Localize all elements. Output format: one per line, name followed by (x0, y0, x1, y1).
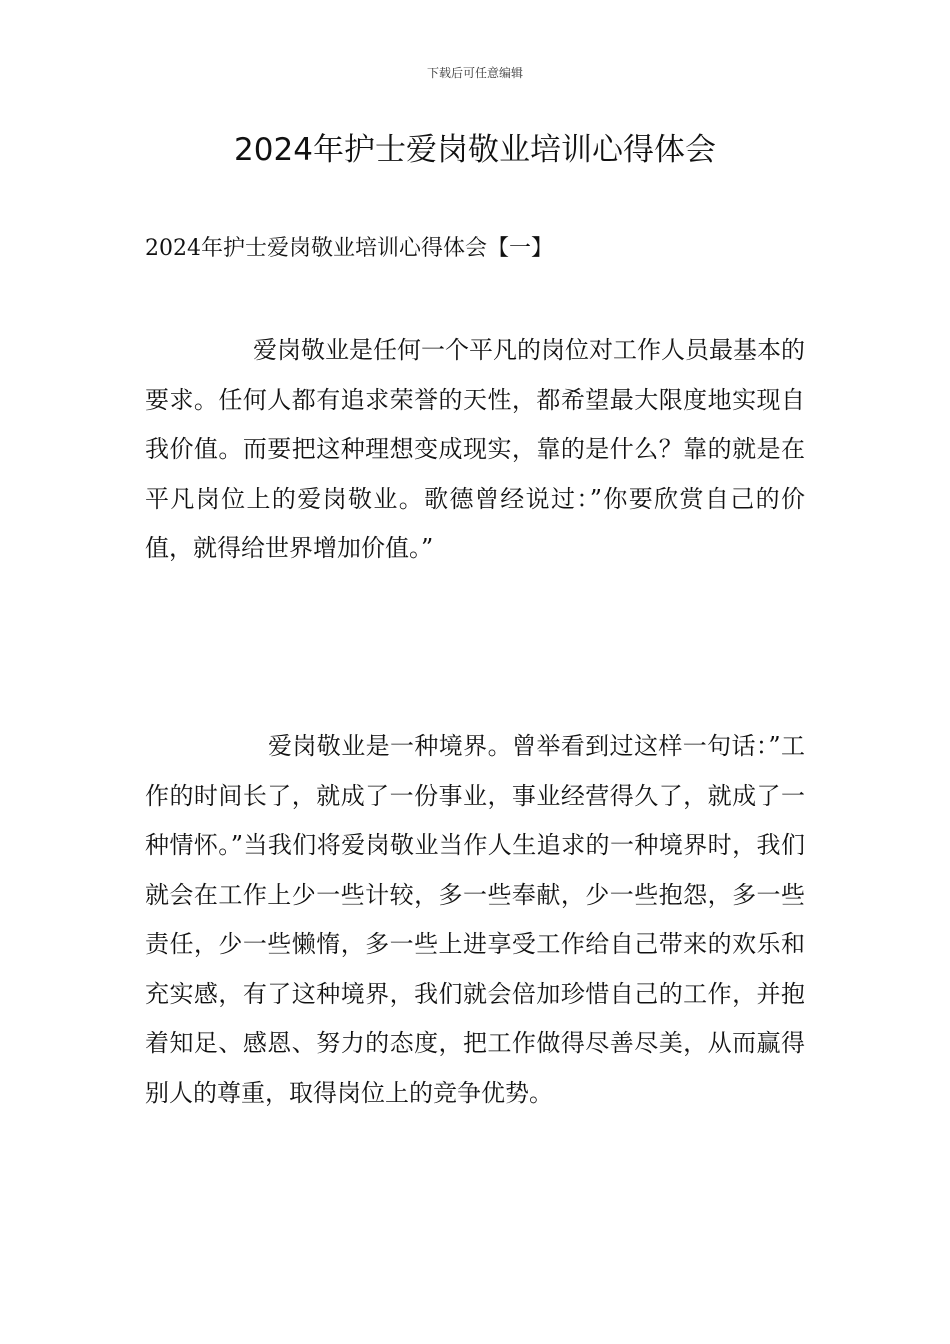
body-paragraph-1: 爱岗敬业是任何一个平凡的岗位对工作人员最基本的要求。任何人都有追求荣誉的天性，都希望最大限度地实现自我价值。而要把这种理想变成现实，靠的是什么？靠的就是在平凡岗位上的爱岗敬业。歌德曾经说过：”你要欣赏自己的价值，就得给世界增加价值。” (145, 336, 805, 562)
body-paragraph-2: 爱岗敬业是一种境界。曾举看到过这样一句话：”工作的时间长了，就成了一份事业，事业经营得久了，就成了一种情怀。”当我们将爱岗敬业当作人生追求的一种境界时，我们就会在工作上少一些计较，多一些奉献，少一些抱怨，多一些责任，少一些懒惰，多一些上进享受工作给自己带来的欢乐和充实感，有了这种境界，我们就会倍加珍惜自己的工作，并抱着知足、感恩、努力的态度，把工作做得尽善尽美，从而赢得别人的尊重，取得岗位上的竞争优势。 (145, 732, 805, 1107)
section-heading: 2024年护士爱岗敬业培训心得体会【一】 (145, 236, 553, 261)
document-title: 2024年护士爱岗敬业培训心得体会 (234, 132, 716, 168)
header-note: 下载后可任意编辑 (426, 66, 523, 80)
